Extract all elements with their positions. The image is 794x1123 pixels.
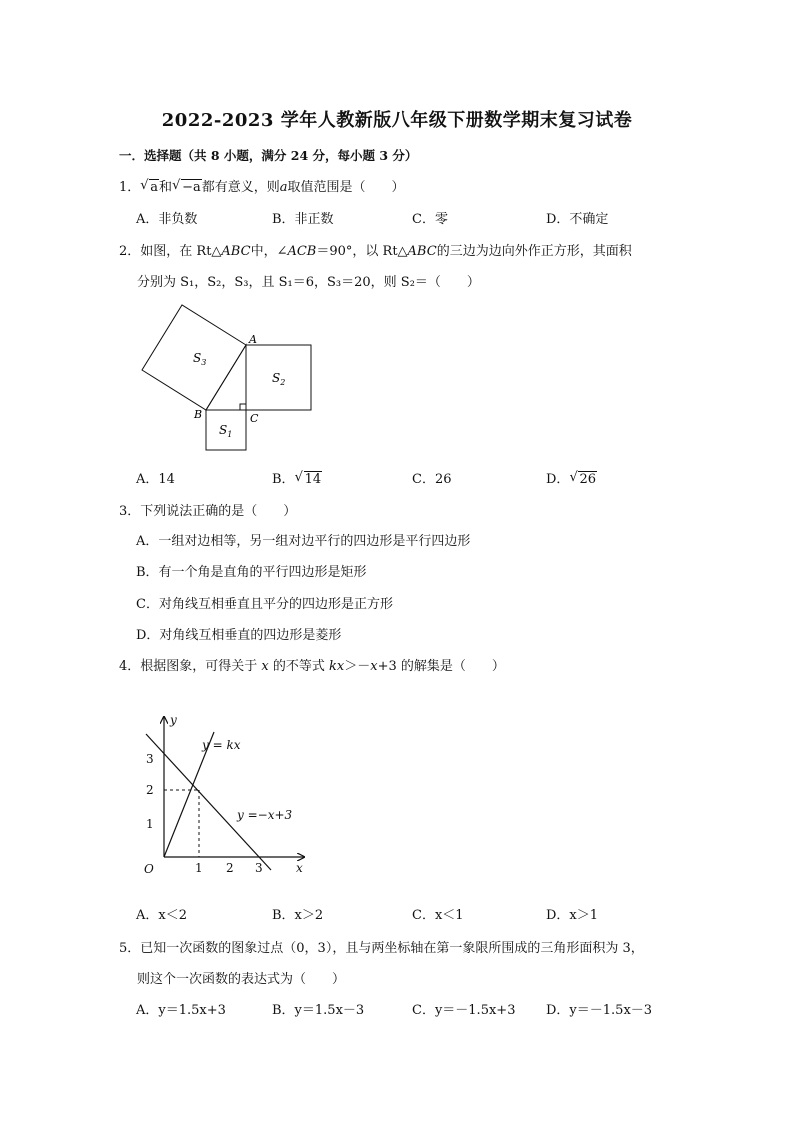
q3-option-a: A．一组对边相等，另一组对边平行的四边形是平行四边形 [136, 534, 471, 549]
q3-option-c: C．对角线互相垂直且平分的四边形是正方形 [136, 597, 393, 612]
sqrt-a: √ a [140, 178, 159, 195]
q5-option-c: C．y＝－1.5x+3 [412, 1003, 516, 1018]
q2-option-b: B． √ 14 [272, 470, 322, 487]
q3-option-d: D．对角线互相垂直的四边形是菱形 [136, 628, 342, 643]
label-c: C [250, 412, 259, 425]
page-title: 2022-2023 学年人教新版八年级下册数学期末复习试卷 [161, 110, 633, 131]
line-y-neg-x-plus-3 [146, 734, 271, 870]
origin-label: O [144, 862, 154, 876]
q4-option-b: B．x＞2 [272, 908, 324, 923]
xtick-3: 3 [255, 861, 263, 875]
ytick-3: 3 [146, 752, 154, 766]
ytick-2: 2 [146, 783, 154, 797]
q1-option-c: C．零 [412, 212, 448, 227]
q2-option-d: D． √ 26 [546, 470, 596, 487]
question-5-stem-line2: 则这个一次函数的表达式为（ ） [137, 972, 346, 987]
label-s1: $S_1$ [219, 423, 233, 439]
q1-option-d: D．不确定 [546, 212, 609, 227]
label-s2: $S_2$ [272, 371, 286, 387]
question-2-stem-line1: 2．如图，在 Rt△ABC中，∠ACB＝90°，以 Rt△ABC的三边为边向外作正方形，其面积 [119, 244, 632, 259]
q1-option-b: B．非正数 [272, 212, 334, 227]
xtick-1: 1 [195, 861, 203, 875]
q3-option-b: B．有一个角是直角的平行四边形是矩形 [136, 565, 367, 580]
q4-option-d: D．x＞1 [546, 908, 599, 923]
q1-option-a: A．非负数 [136, 212, 198, 227]
question-3-stem: 3．下列说法正确的是（ ） [119, 504, 297, 519]
q4-option-a: A．x＜2 [136, 908, 187, 923]
y-axis-label: y [170, 713, 177, 727]
function-graph [136, 712, 311, 892]
xtick-2: 2 [226, 861, 234, 875]
label-y-kx: y = kx [202, 738, 241, 752]
section-heading: 一．选择题（共 8 小题，满分 24 分，每小题 3 分） [119, 148, 418, 163]
question-2-stem-line2: 分别为 S₁，S₂，S₃，且 S₁＝6，S₃＝20，则 S₂＝（ ） [137, 275, 480, 290]
question-5-stem-line1: 5．已知一次函数的图象过点（0，3），且与两坐标轴在第一象限所围成的三角形面积为 3， [119, 941, 644, 956]
label-s3: $S_3$ [193, 351, 207, 367]
q5-option-a: A．y＝1.5x+3 [136, 1003, 226, 1018]
question-4-stem: 4．根据图象，可得关于 x 的不等式 kx＞－x+3 的解集是（ ） [119, 659, 505, 674]
label-b: B [194, 408, 203, 421]
ytick-1: 1 [146, 817, 154, 831]
q5-option-d: D．y＝－1.5x－3 [546, 1003, 653, 1018]
label-y-neg-x-plus-3: y =−x+3 [237, 808, 293, 822]
right-angle-mark [240, 404, 246, 410]
sqrt-neg-a: √ −a [172, 178, 201, 195]
question-1-stem: 1． √ a和 √ −a都有意义，则a取值范围是（ ） [119, 178, 405, 195]
q2-option-a: A．14 [136, 472, 175, 487]
q5-option-b: B．y＝1.5x－3 [272, 1003, 365, 1018]
label-a: A [249, 333, 257, 346]
x-axis-label: x [296, 861, 303, 875]
squares-figure [138, 300, 318, 455]
q2-option-c: C．26 [412, 472, 452, 487]
q4-option-c: C．x＜1 [412, 908, 464, 923]
